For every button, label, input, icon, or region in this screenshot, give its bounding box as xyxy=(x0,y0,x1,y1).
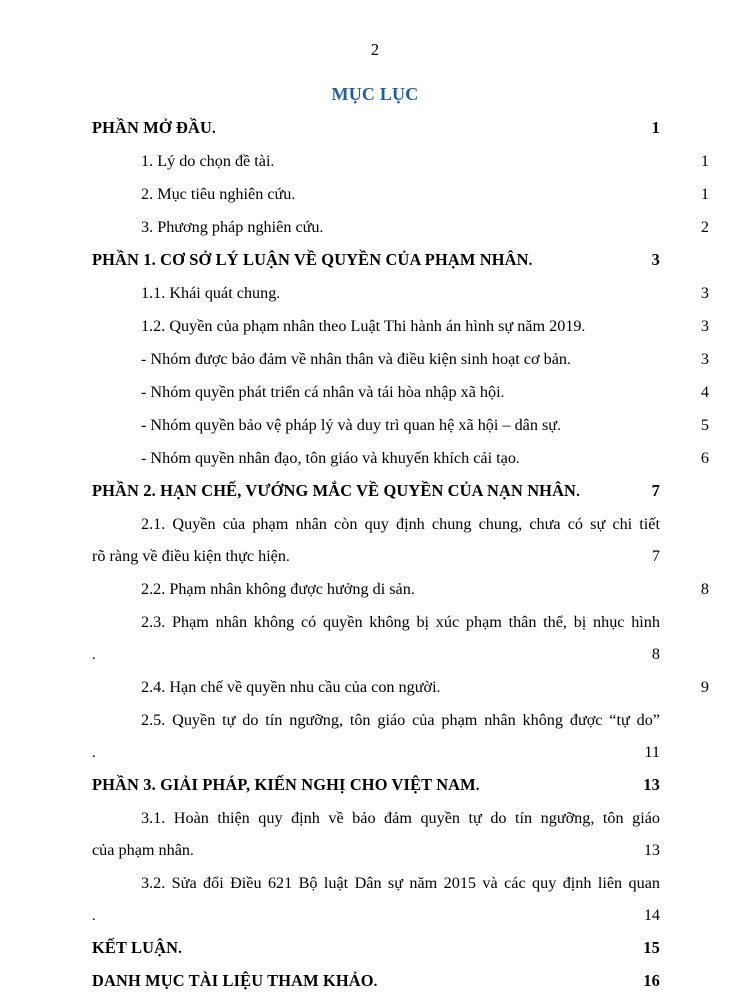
toc-entry-label: PHẦN 1. CƠ SỞ LÝ LUẬN VỀ QUYỀN CỦA PHẠM NHÂN xyxy=(92,250,529,269)
dot-leader: . xyxy=(276,286,282,302)
dot-leader: . xyxy=(178,941,183,957)
toc-entry-line-2: của phạm nhân xyxy=(92,841,190,859)
toc-entry-muc-2-2[interactable] xyxy=(92,573,709,606)
dot-leader: . xyxy=(500,385,506,401)
toc-entry-line-1: 2.5. Quyền tự do tín ngưỡng, tôn giáo của phạm nhân không được “tự do” xyxy=(141,711,660,729)
toc-entry-label: 1. Lý do chọn đề tài xyxy=(141,152,271,170)
dot-leader: . xyxy=(557,418,562,434)
toc-entry-muc-3-1[interactable] xyxy=(92,802,660,867)
toc-entry-label: 2.2. Phạm nhân không được hưởng di sản xyxy=(141,580,411,598)
toc-entry-label: KẾT LUẬN xyxy=(92,938,179,957)
toc-page-number: 1 xyxy=(700,152,709,170)
toc-entry-danh-muc-tai-lieu[interactable] xyxy=(92,965,660,998)
toc-page-number: 16 xyxy=(643,971,660,990)
toc-entry-label: 1.2. Quyền của phạm nhân theo Luật Thi hành án hình sự năm 2019 xyxy=(141,317,582,335)
toc-page-number: 3 xyxy=(651,250,660,269)
toc-entry-phan-1[interactable] xyxy=(92,244,660,277)
toc-entry-label: - Nhóm được bảo đảm về nhân thân và điều kiện sinh hoạt cơ bản xyxy=(141,350,567,368)
toc-entry-muc-1-2[interactable] xyxy=(92,310,709,343)
toc-entry-muc-3-2[interactable] xyxy=(92,867,660,932)
toc-entry-phan-mo-dau[interactable] xyxy=(92,112,660,145)
toc-entry-label: - Nhóm quyền nhân đạo, tôn giáo và khuyến khích cải tạo xyxy=(141,449,516,467)
dot-leader: . xyxy=(92,908,97,924)
dot-leader: . xyxy=(270,154,276,170)
toc-entry-label: PHẦN MỞ ĐẦU xyxy=(92,118,213,137)
toc-entry-line-1: 3.2. Sửa đổi Điều 621 Bộ luật Dân sự năm 2015 và các quy định liên quan xyxy=(141,874,660,892)
toc-entry-muc-tieu-nghien-cuu[interactable] xyxy=(92,178,709,211)
toc-entry-line-1: 2.1. Quyền của phạm nhân còn quy định chung chung, chưa có sự chi tiết xyxy=(141,515,660,533)
toc-entry-phan-2[interactable] xyxy=(92,475,660,508)
toc-page-number: 5 xyxy=(700,416,709,434)
dot-leader: . xyxy=(581,319,587,335)
page-number: 2 xyxy=(370,40,380,59)
dot-leader: . xyxy=(528,253,533,269)
toc-page-number: 1 xyxy=(651,118,660,137)
toc-entry-label: - Nhóm quyền bảo vệ pháp lý và duy trì quan hệ xã hội – dân sự xyxy=(141,416,558,434)
toc-page-number: 13 xyxy=(643,841,660,859)
toc-entry-label: 1.1. Khái quát chung xyxy=(141,284,277,302)
toc-page-number: 3 xyxy=(700,317,709,335)
toc-entry-label: 2.4. Hạn chế về quyền nhu cầu của con người xyxy=(141,678,437,696)
dot-leader: . xyxy=(212,121,217,137)
dot-leader: . xyxy=(92,745,97,761)
dot-leader: . xyxy=(319,220,325,236)
toc-entry-nhom-nhan-than[interactable] xyxy=(92,343,709,376)
toc-entry-ket-luan[interactable] xyxy=(92,932,660,965)
toc-page-number: 4 xyxy=(700,383,709,401)
dot-leader: . xyxy=(515,451,521,467)
toc-entry-muc-2-1[interactable] xyxy=(92,508,660,573)
toc-page-number: 15 xyxy=(643,938,660,957)
toc-entry-muc-2-4[interactable] xyxy=(92,671,709,704)
page-title: MỤC LỤC xyxy=(331,84,419,104)
toc-page-number: 8 xyxy=(651,645,660,663)
toc-page-number: 1 xyxy=(700,185,709,203)
toc-entry-label: DANH MỤC TÀI LIỆU THAM KHẢO xyxy=(92,971,374,990)
dot-leader: . xyxy=(566,352,572,368)
toc-entry-line-1: 2.3. Phạm nhân không có quyền không bị xúc phạm thân thể, bị nhục hình xyxy=(141,613,660,631)
toc-page-number: 3 xyxy=(700,350,709,368)
toc-page-number: 9 xyxy=(700,678,709,696)
toc-entry-nhom-nhan-dao[interactable] xyxy=(92,442,709,475)
toc-entry-label: PHẦN 2. HẠN CHẾ, VƯỚNG MẮC VỀ QUYỀN CỦA NẠN NHÂN xyxy=(92,481,577,500)
dot-leader: . xyxy=(190,843,195,859)
toc-entry-nhom-phat-trien-ca-nhan[interactable] xyxy=(92,376,709,409)
toc-page-number: 3 xyxy=(700,284,709,302)
dot-leader: . xyxy=(373,974,379,990)
dot-leader: . xyxy=(285,549,291,565)
toc-entry-phuong-phap-nghien-cuu[interactable] xyxy=(92,211,709,244)
toc-entry-label: 2. Mục tiêu nghiên cứu xyxy=(141,185,292,203)
toc-entry-muc-2-5[interactable] xyxy=(92,704,660,769)
toc-entry-line-1: 3.1. Hoàn thiện quy định về bảo đảm quyền tự do tín ngưỡng, tôn giáo xyxy=(141,809,660,827)
dot-leader: . xyxy=(92,647,97,663)
toc-page-number: 11 xyxy=(644,743,660,761)
table-of-contents xyxy=(92,112,709,998)
toc-entry-ly-do-chon-de-tai[interactable] xyxy=(92,145,709,178)
toc-page-number: 7 xyxy=(651,481,660,500)
toc-page-number: 2 xyxy=(700,218,709,236)
toc-page-number: 7 xyxy=(651,547,660,565)
dot-leader: . xyxy=(436,680,442,696)
toc-entry-line-2: rõ ràng về điều kiện thực hiện xyxy=(92,547,286,565)
toc-page-number: 6 xyxy=(700,449,709,467)
toc-page-number: 8 xyxy=(700,580,709,598)
toc-entry-nhom-bao-ve-phap-ly[interactable] xyxy=(92,409,709,442)
toc-page-number: 13 xyxy=(643,775,660,794)
dot-leader: . xyxy=(576,484,581,500)
toc-entry-muc-2-3[interactable] xyxy=(92,606,660,671)
toc-entry-label: - Nhóm quyền phát triển cá nhân và tái hòa nhập xã hội xyxy=(141,383,501,401)
dot-leader: . xyxy=(475,778,481,794)
toc-entry-label: PHẦN 3. GIẢI PHÁP, KIẾN NGHỊ CHO VIỆT NAM xyxy=(92,775,476,794)
dot-leader: . xyxy=(291,187,297,203)
toc-entry-phan-3[interactable] xyxy=(92,769,660,802)
toc-entry-label: 3. Phương pháp nghiên cứu xyxy=(141,218,320,236)
toc-entry-muc-1-1[interactable] xyxy=(92,277,709,310)
dot-leader: . xyxy=(410,582,416,598)
toc-page-number: 14 xyxy=(643,906,660,924)
